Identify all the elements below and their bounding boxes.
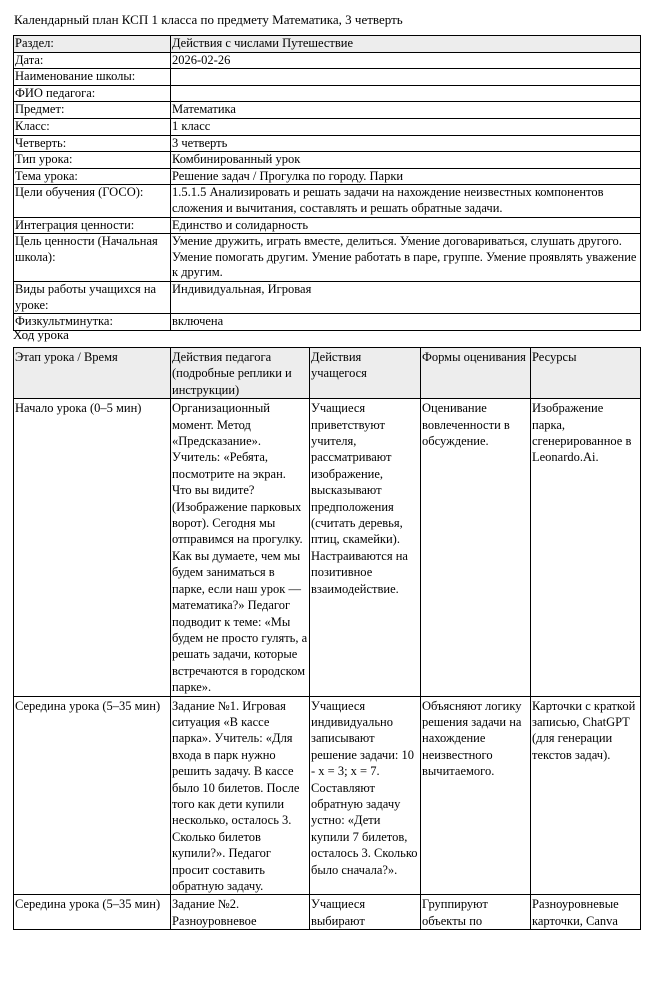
plan-assessment: Оценивание вовлеченности в обсуждение. bbox=[421, 399, 531, 696]
info-row-value-integration bbox=[14, 217, 641, 234]
info-label: Цель ценности (Начальная школа): bbox=[14, 234, 171, 282]
info-value: Решение задач / Прогулка по городу. Парки bbox=[171, 168, 641, 185]
lesson-flow-heading: Ход урока bbox=[13, 327, 69, 342]
info-row-subject bbox=[14, 102, 641, 119]
plan-resources: Изображение парка, сгенерированное в Leonardo.Ai. bbox=[531, 399, 641, 696]
plan-row bbox=[14, 895, 641, 930]
info-row-value-goal bbox=[14, 234, 641, 282]
info-row-school bbox=[14, 69, 641, 86]
info-label: ФИО педагога: bbox=[14, 85, 171, 102]
info-row-date bbox=[14, 52, 641, 69]
info-value: Единство и солидарность bbox=[171, 217, 641, 234]
plan-student-actions: Учащиеся приветствуют учителя, рассматривают изображение, высказывают предположения (считать деревья, птиц, скамейки). Настраиваются на позитивное взаимодействие. bbox=[310, 399, 421, 696]
info-value: Математика bbox=[171, 102, 641, 119]
info-label: Предмет: bbox=[14, 102, 171, 119]
info-label: Физкультминутка: bbox=[14, 314, 171, 331]
lesson-info-table bbox=[13, 35, 641, 331]
plan-stage: Середина урока (5–35 мин) bbox=[14, 696, 171, 895]
info-row-quarter bbox=[14, 135, 641, 152]
plan-resources: Карточки с краткой записью, ChatGPT (для генерации текстов задач). bbox=[531, 696, 641, 895]
info-label: Раздел: bbox=[14, 36, 171, 53]
column-header: Действия педагога (подробные реплики и инструкции) bbox=[171, 348, 310, 399]
info-value: Комбинированный урок bbox=[171, 152, 641, 169]
info-row-topic bbox=[14, 168, 641, 185]
plan-resources: Разноуровневые карточки, Canva bbox=[531, 895, 641, 930]
info-value bbox=[171, 85, 641, 102]
info-label: Интеграция ценности: bbox=[14, 217, 171, 234]
info-label: Класс: bbox=[14, 118, 171, 135]
column-header: Действия учащегося bbox=[310, 348, 421, 399]
info-label: Цели обучения (ГОСО): bbox=[14, 185, 171, 217]
info-value: Индивидуальная, Игровая bbox=[171, 281, 641, 313]
column-header: Формы оценивания bbox=[421, 348, 531, 399]
info-row-lesson-type bbox=[14, 152, 641, 169]
info-value: 3 четверть bbox=[171, 135, 641, 152]
plan-assessment: Объясняют логику решения задачи на нахождение неизвестного вычитаемого. bbox=[421, 696, 531, 895]
plan-stage: Начало урока (0–5 мин) bbox=[14, 399, 171, 696]
column-header: Ресурсы bbox=[531, 348, 641, 399]
info-row-work-types bbox=[14, 281, 641, 313]
plan-student-actions: Учащиеся индивидуально записывают решение задачи: 10 - x = 3; x = 7. Составляют обратную задачу устно: «Дети купили 7 билетов, осталось 3. Сколько было сначала?». bbox=[310, 696, 421, 895]
info-row-section bbox=[14, 36, 641, 53]
info-label: Тема урока: bbox=[14, 168, 171, 185]
info-value: 2026-02-26 bbox=[171, 52, 641, 69]
info-value: 1 класс bbox=[171, 118, 641, 135]
plan-header-row bbox=[14, 348, 641, 399]
info-label: Дата: bbox=[14, 52, 171, 69]
info-label: Виды работы учащихся на уроке: bbox=[14, 281, 171, 313]
info-value: Умение дружить, играть вместе, делиться. Умение договариваться, слушать другого. Умение помогать другим. Умение работать в паре, группе. Умение проявлять уважение к другим. bbox=[171, 234, 641, 282]
info-row-learning-goals bbox=[14, 185, 641, 217]
lesson-plan-table bbox=[13, 347, 641, 930]
column-header: Этап урока / Время bbox=[14, 348, 171, 399]
plan-teacher-actions: Задание №2. Разноуровневое bbox=[171, 895, 310, 930]
plan-student-actions: Учащиеся выбирают bbox=[310, 895, 421, 930]
plan-assessment: Группируют объекты по bbox=[421, 895, 531, 930]
document-title: Календарный план КСП 1 класса по предмету Математика, 3 четверть bbox=[14, 12, 403, 27]
info-row-physical-break bbox=[14, 314, 641, 331]
info-label: Наименование школы: bbox=[14, 69, 171, 86]
info-label: Четверть: bbox=[14, 135, 171, 152]
plan-row bbox=[14, 399, 641, 696]
info-value: 1.5.1.5 Анализировать и решать задачи на нахождение неизвестных компонентов сложения и вычитания, составлять и решать обратные задачи. bbox=[171, 185, 641, 217]
info-row-teacher-name bbox=[14, 85, 641, 102]
plan-stage: Середина урока (5–35 мин) bbox=[14, 895, 171, 930]
info-value: включена bbox=[171, 314, 641, 331]
info-label: Тип урока: bbox=[14, 152, 171, 169]
info-value bbox=[171, 69, 641, 86]
plan-row bbox=[14, 696, 641, 895]
info-row-class bbox=[14, 118, 641, 135]
plan-teacher-actions: Организационный момент. Метод «Предсказание». Учитель: «Ребята, посмотрите на экран. Что вы видите? (Изображение парковых ворот). Сегодня мы отправимся на прогулку. Как вы думаете, чем мы будем заниматься в парке, если наш урок — математика?» Педагог подводит к теме: «Мы будем не просто гулять, а решать задачи, которые встречаются в городском парке». bbox=[171, 399, 310, 696]
plan-teacher-actions: Задание №1. Игровая ситуация «В кассе парка». Учитель: «Для входа в парк нужно решить задачу. В кассе было 10 билетов. После того как дети купили несколько, осталось 3. Сколько билетов купили?». Педагог просит составить обратную задачу. bbox=[171, 696, 310, 895]
info-value: Действия с числами Путешествие bbox=[171, 36, 641, 53]
